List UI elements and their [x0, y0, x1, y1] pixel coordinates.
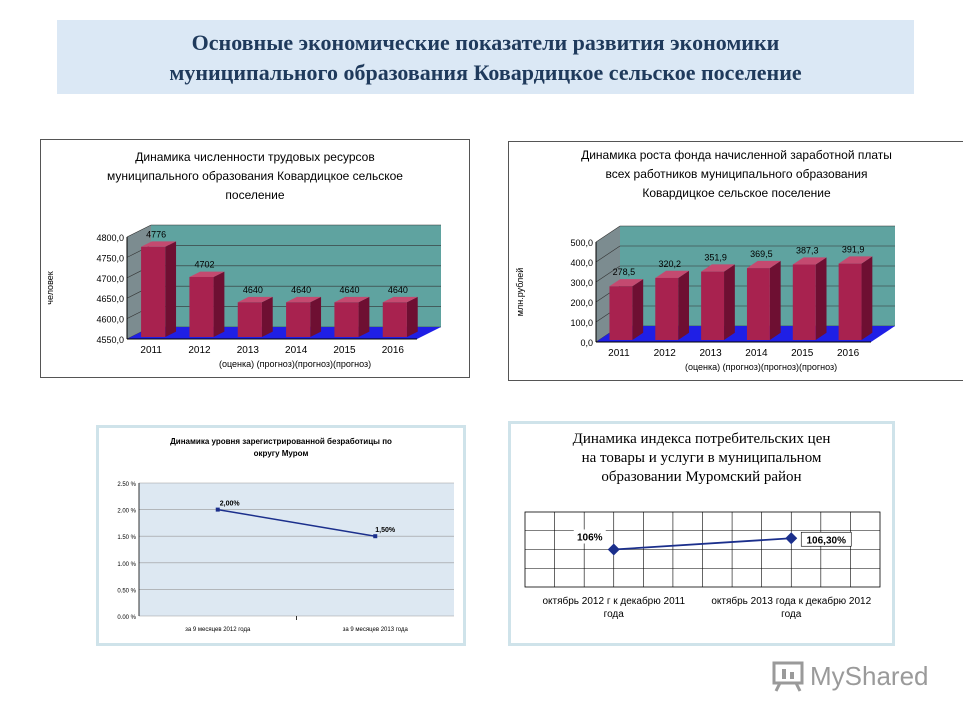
y-tick-label: 4800,0	[96, 233, 124, 243]
x-tick-label: 2014	[745, 348, 768, 359]
x-tick-label: 2012	[188, 345, 211, 356]
chart2-title-line: Динамика роста фонда начисленной заработной платы	[581, 148, 892, 162]
data-label: 106%	[576, 532, 603, 544]
y-tick-label: 0,0	[580, 338, 593, 348]
cpi-line-chart	[511, 424, 892, 643]
bar	[286, 302, 310, 337]
y-tick-label: 4600,0	[96, 314, 124, 325]
bar-value-label: 387,3	[795, 245, 819, 256]
bar	[334, 302, 358, 337]
wage-fund-chart-panel	[508, 141, 963, 381]
y-tick-label: 100,0	[570, 318, 593, 328]
chart3-title-line: округу Муром	[253, 449, 309, 458]
bar-side	[359, 297, 370, 337]
labor-resources-bar-chart	[41, 140, 471, 379]
bar-value-label: 391,9	[841, 244, 865, 255]
bar-side	[724, 264, 735, 340]
x-tick-label: октябрь 2013 года к декабрю 2012	[711, 596, 872, 607]
bar	[383, 302, 407, 337]
bar-value-label: 4640	[242, 284, 263, 295]
y-tick-label: 4750,0	[96, 253, 124, 264]
unemployment-chart-panel	[96, 425, 466, 646]
chart1-title-line: поселение	[225, 188, 285, 202]
bar-value-label: 4640	[291, 284, 312, 295]
data-label: 1,50%	[375, 527, 396, 535]
bar-value-label: 369,5	[750, 248, 773, 259]
watermark-text: MyShared	[810, 661, 929, 691]
bar-side	[214, 272, 225, 337]
myshared-watermark	[770, 655, 940, 695]
y-tick-label: 0.50 %	[117, 588, 136, 595]
x-tick-label: октябрь 2012 г к декабрю 2011	[542, 596, 686, 607]
x-tick-label: 2016	[381, 345, 404, 356]
bar	[839, 264, 862, 340]
x-tick-label: 2012	[653, 348, 676, 359]
plot-area	[139, 483, 454, 616]
data-label: 106,30%	[806, 535, 846, 547]
bar	[609, 286, 632, 340]
x-tick-label: за 9 месяцев 2012 года	[185, 627, 251, 633]
y-tick-label: 300,0	[570, 278, 593, 288]
unemployment-line-chart	[99, 428, 463, 643]
bar	[189, 277, 213, 337]
y-tick-label: 0.00 %	[117, 615, 136, 621]
bar-side	[678, 271, 689, 340]
title-banner	[57, 20, 914, 94]
x-tick-label: 2015	[791, 348, 814, 359]
bar-side	[862, 256, 873, 340]
bar-side	[632, 279, 643, 340]
page-title-line-1: Основные экономические показатели развития экономики	[191, 30, 780, 55]
bar-value-label: 4640	[339, 284, 360, 295]
chart1-title-line: Динамика численности трудовых ресурсов	[135, 150, 375, 164]
chart3-title-line: Динамика уровня зарегистрированной безработицы по	[170, 437, 392, 446]
x-tick-label: года	[781, 609, 802, 620]
bar	[655, 278, 678, 340]
y-tick-label: 4650,0	[96, 294, 124, 305]
x-tick-label: 2011	[608, 348, 630, 359]
y-tick-label: 2.50 %	[117, 482, 136, 488]
y-tick-label: 400,0	[570, 258, 593, 268]
y-tick-label: 4700,0	[96, 273, 124, 284]
x-tick-label: 2016	[836, 348, 860, 359]
x-tick-label: 2011	[140, 345, 162, 356]
chart1-title-line: муниципального образования Ковардицкое сельское	[107, 169, 403, 183]
bar-side	[262, 297, 273, 337]
y-tick-label: 2.00 %	[117, 508, 136, 515]
bar-side	[816, 257, 827, 340]
presentation-icon	[770, 657, 806, 693]
x-tick-label: 2014	[285, 345, 308, 356]
bar-value-label: 320,2	[658, 258, 682, 269]
data-point	[373, 534, 377, 538]
chart4-title-line: Динамика индекса потребительских цен	[572, 431, 831, 447]
y-axis-label: человек	[45, 271, 55, 305]
wage-fund-bar-chart	[509, 142, 963, 382]
bar-value-label: 4702	[194, 259, 215, 270]
bar-side	[165, 241, 176, 337]
x-tick-label: 2015	[333, 345, 356, 356]
chart2-title-line: Ковардицкое сельское поселение	[642, 186, 831, 200]
page-title-line-2: муниципального образования Ковардицкое сельское поселение	[169, 60, 802, 85]
data-label: 2,00%	[219, 500, 240, 508]
bar-side	[310, 297, 321, 337]
bar-value-label: 278,5	[612, 267, 636, 278]
y-tick-label: 4550,0	[96, 335, 124, 345]
x-tick-label: 2013	[699, 348, 722, 359]
chart4-title-line: на товары и услуги в муниципальном	[581, 450, 822, 466]
bar	[793, 265, 816, 340]
y-tick-label: 1.50 %	[117, 535, 136, 542]
chart2-title-line: всех работников муниципального образования	[605, 167, 868, 181]
x-tick-label: года	[603, 609, 624, 620]
bar	[701, 272, 724, 340]
labor-resources-chart-panel	[40, 139, 470, 378]
x-subcaption: (оценка) (прогноз)(прогноз)(прогноз)	[685, 362, 838, 372]
x-tick-label: 2013	[236, 345, 259, 356]
bar	[238, 302, 262, 337]
x-subcaption: (оценка) (прогноз)(прогноз)(прогноз)	[219, 359, 372, 369]
y-axis-label: млн.рублей	[515, 267, 525, 317]
bar-side	[770, 261, 781, 340]
bar-side	[407, 297, 418, 337]
y-tick-label: 1.00 %	[117, 561, 136, 568]
y-tick-label: 200,0	[570, 298, 593, 308]
bar-value-label: 351,9	[704, 252, 727, 263]
y-tick-label: 500,0	[570, 238, 593, 248]
bar-value-label: 4640	[387, 284, 408, 295]
cpi-chart-panel	[508, 421, 895, 646]
bar	[141, 247, 165, 337]
bar-value-label: 4776	[146, 229, 167, 240]
data-point	[216, 508, 220, 512]
chart4-title-line: образовании Муромский район	[601, 469, 802, 485]
x-tick-label: за 9 месяцев 2013 года	[342, 627, 408, 633]
bar	[747, 268, 770, 340]
